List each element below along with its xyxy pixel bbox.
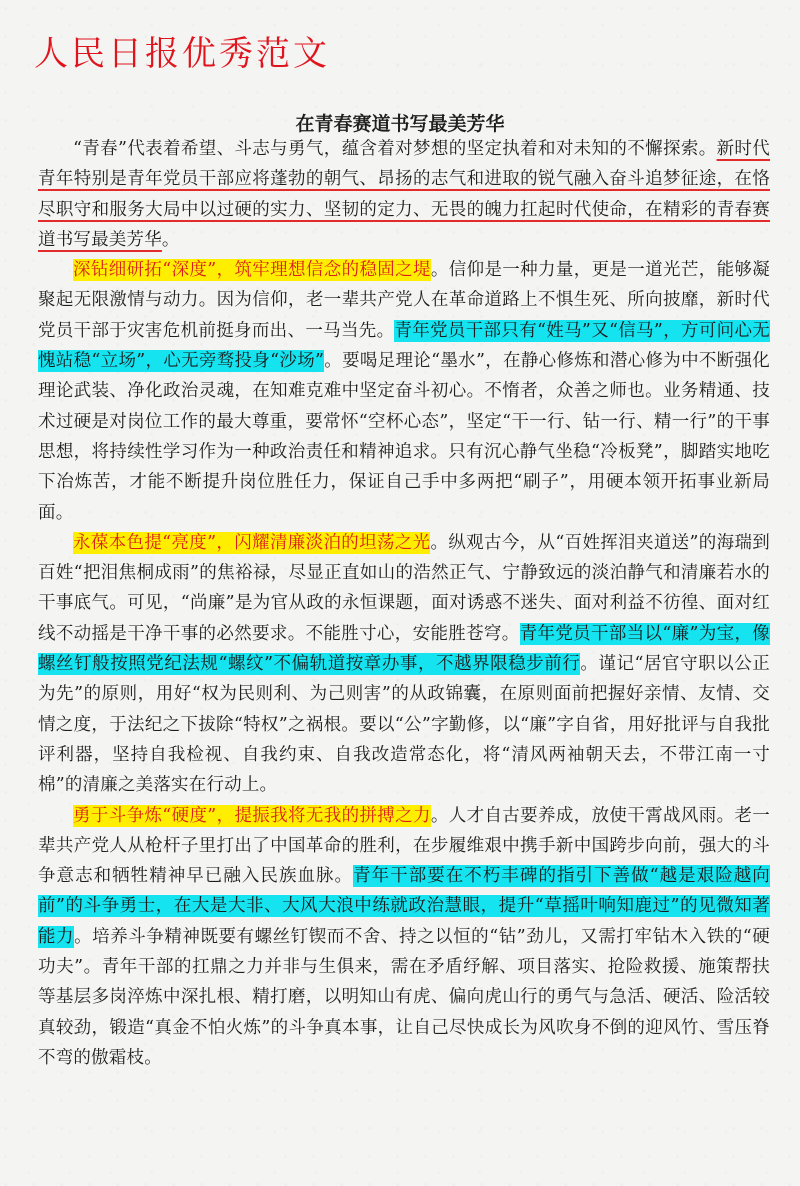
brightness-highlight: 青年党员干部当以“廉”为宝，像螺丝钉般按照党纪法规“螺纹”不偏轨道按章办事，不越界限稳步前行 bbox=[38, 623, 770, 675]
section-heading-depth: 深钻细研拓“深度”，筑牢理想信念的稳固之堤 bbox=[73, 260, 431, 281]
section-heading-brightness: 永葆本色提“亮度”，闪耀清廉淡泊的坦荡之光 bbox=[73, 532, 431, 553]
hardness-highlight: 青年干部要在不朽丰碑的指引下善做“越是艰险越向前”的斗争勇士，在大是大非、大风大浪中练就政治慧眼，提升“草摇叶响知鹿过”的见微知著能力 bbox=[38, 866, 770, 947]
paragraph-intro bbox=[38, 134, 770, 255]
brightness-text-1: 。纵观古今，从“百姓挥泪夹道送”的海瑞到百姓“把泪焦桐成雨”的焦裕禄，尽显正直如山的浩然正气、宁静致远的淡泊静气和清廉若水的干事底气。可见，“尚廉”是为官从政的永恒课题，面对诱惑不迷失、面对利益不彷徨、面对红线不动摇是干净干事的必然要求。不能胜寸心，安能胜苍穹。 bbox=[38, 532, 770, 644]
article-body bbox=[38, 134, 770, 1073]
header-title: 人民日报优秀范文 bbox=[34, 34, 330, 74]
depth-text-2: 。要喝足理论“墨水”，在静心修炼和潜心修为中不断强化理论武装、净化政治灵魂，在知难克难中坚定奋斗初心。不惰者，众善之师也。业务精通、技术过硬是对岗位工作的最大尊重，要常怀“空杯心态”，坚定“干一行、钻一行、精一行”的干事思想，将持续性学习作为一种政治责任和精神追求。只有沉心静气坐稳“冷板凳”，脚踏实地吃下冶炼苦，才能不断提升岗位胜任力，保证自己手中多两把“刷子”，用硬本领开拓事业新局面。 bbox=[38, 351, 770, 523]
paragraph-depth bbox=[38, 255, 770, 528]
hardness-text-2: 。培养斗争精神既要有螺丝钉锲而不舍、持之以恒的“钻”劲儿，又需打牢钻木入铁的“硬功夫”。青年干部的扛鼎之力并非与生俱来，需在矛盾纾解、项目落实、抢险救援、施策帮扶等基层多岗淬炼中深扎根、精打磨，以明知山有虎、偏向虎山行的勇气与急活、硬活、险活较真较劲，锻造“真金不怕火炼”的斗争真本事，让自己尽快成长为风吹身不倒的迎风竹、雪压脊不弯的傲霜枝。 bbox=[38, 926, 771, 1068]
brightness-text-2: 。谨记“居官守职以公正为先”的原则，用好“权为民则利、为己则害”的从政锦囊，在原则面前把握好亲情、友情、交情之度，于法纪之下拔除“特权”之祸根。要以“公”字勤修，以“廉”字自省，用好批评与自我批评利器，坚持自我检视、自我约束、自我改造常态化，将“清风两袖朝天去，不带江南一寸棉”的清廉之美落实在行动上。 bbox=[38, 654, 770, 796]
hardness-text-1: 。人才自古要养成，放使干霄战风雨。老一辈共产党人从枪杆子里打出了中国革命的胜利，在步履维艰中携手新中国跨步向前，强大的斗争意志和牺牲精神早已融入民族血脉。 bbox=[38, 805, 770, 887]
article-title: 在青春赛道书写最美芳华 bbox=[295, 113, 505, 135]
depth-text-1: 。信仰是一种力量，更是一道光芒，能够凝聚起无限激情与动力。因为信仰，老一辈共产党人在革命道路上不惧生死、所向披靡，新时代党员干部于灾害危机前挺身而出、一马当先。 bbox=[38, 260, 770, 341]
paragraph-hardness bbox=[38, 801, 770, 1074]
depth-highlight: 青年党员干部只有“姓马”又“信马”，方可问心无愧站稳“立场”，心无旁骛投身“沙场” bbox=[38, 320, 770, 372]
intro-lead: “青春”代表着希望、斗志与勇气，蕴含着对梦想的坚定执着和对未知的不懈探索。 bbox=[73, 139, 717, 159]
paragraph-brightness bbox=[38, 528, 770, 801]
section-heading-hardness: 勇于斗争炼“硬度”，提振我将无我的拼搏之力 bbox=[73, 805, 431, 826]
intro-tail: 。 bbox=[161, 229, 180, 250]
intro-underlined-sentence: 新时代青年特别是青年党员干部应将蓬勃的朝气、昂扬的志气和进取的锐气融入奋斗追梦征途，在恪尽职守和服务大局中以过硬的实力、坚韧的定力、无畏的魄力扛起时代使命，在精彩的青春赛道书写最美芳华 bbox=[38, 139, 770, 250]
